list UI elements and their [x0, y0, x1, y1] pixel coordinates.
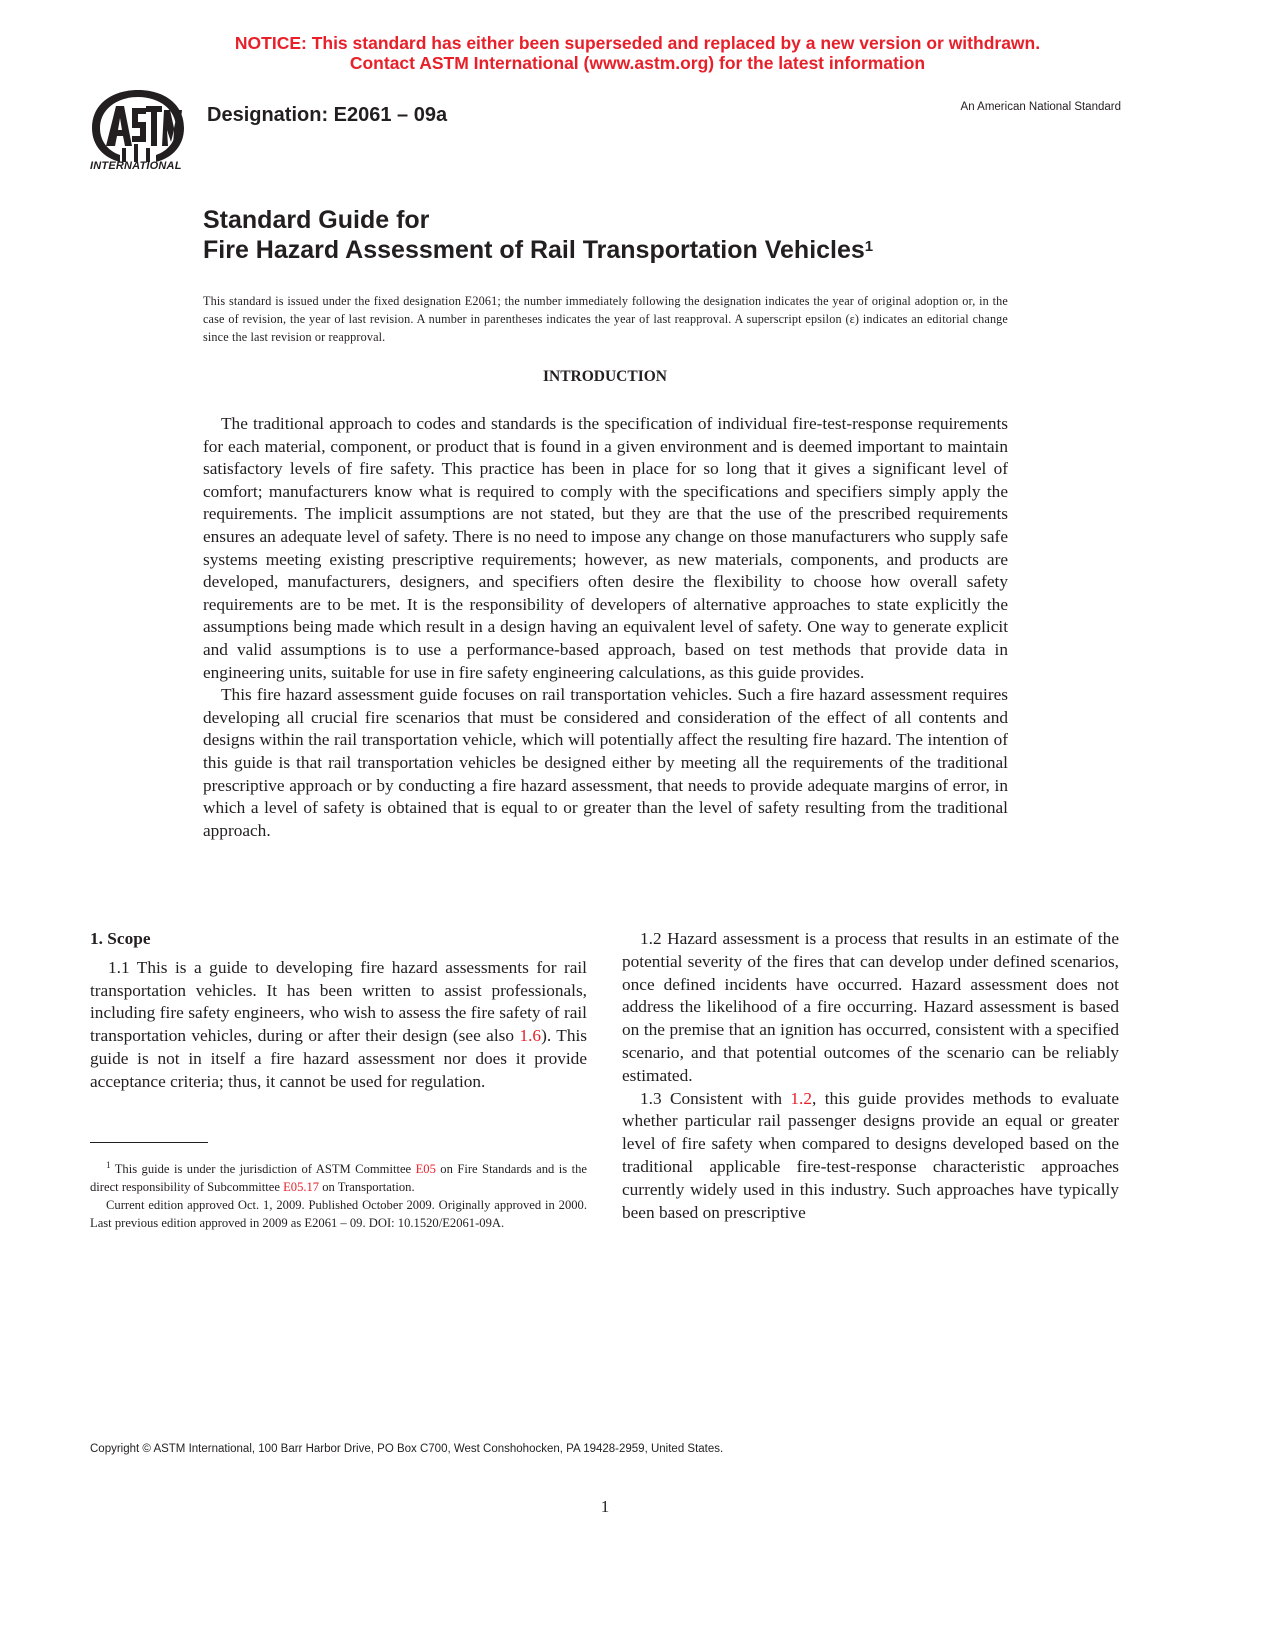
title-line-1: Standard Guide for	[203, 206, 430, 234]
withdrawal-notice	[0, 33, 1275, 73]
issued-note: This standard is issued under the fixed designation E2061; the number immediately following the designation indicates the year of original adoption or, in the case of revision, the year of last revision. A number in parentheses indicates the year of last reapproval. A superscript epsilon (ε) indicates an editorial change since the last revision or reapproval.	[203, 294, 1008, 344]
title-line-2	[203, 235, 873, 265]
notice-line-1: NOTICE: This standard has either been superseded and replaced by a new version or withdrawn.	[234, 33, 1041, 53]
link-section-1-2[interactable]: 1.2	[790, 1088, 813, 1108]
section-1-2: 1.2 Hazard assessment is a process that results in an estimate of the potential severity of the fires that can develop under defined scenarios, once defined incidents have occurred. Hazard assessment does not address the likelihood of a fire occurring. Hazard assessment is based on the premise that an ignition has occurred, consistent with a specified scenario, and that potential outcomes of the scenario can be reliably estimated.	[622, 929, 1119, 1085]
section-1-3	[622, 1088, 1119, 1225]
link-subcommittee-e05-17[interactable]: E05.17	[283, 1180, 320, 1195]
title-line-2-text: Fire Hazard Assessment of Rail Transportation Vehicles	[203, 236, 865, 264]
footnote-edition: Current edition approved Oct. 1, 2009. Published October 2009. Originally approved in 2000. Last previous edition approved in 2009 as E2061 – 09. DOI: 10.1520/E2061-09A.	[90, 1198, 587, 1231]
introduction-heading: INTRODUCTION	[542, 368, 667, 385]
scope-heading: 1. Scope	[90, 929, 151, 948]
designation: Designation: E2061 – 09a	[207, 104, 448, 126]
document-title	[203, 205, 873, 265]
footnote-1-text-b: on Fire Standards and is the direct responsibility of Subcommittee	[90, 1162, 587, 1195]
title-footnote-mark: 1	[864, 238, 874, 255]
introduction-paragraph-2: This fire hazard assessment guide focuses on rail transportation vehicles. Such a fire hazard assessment requires developing all crucial fire scenarios that must be considered and consideration of the effect of all contents and designs within the rail transportation vehicle, which will potentially affect the resulting fire hazard. The intention of this guide is that rail transportation vehicles be designed either by meeting all the requirements of the traditional prescriptive approach or by conducting a fire hazard assessment, that needs to provide adequate margins of error, in which a level of safety is obtained that is equal to or greater than the level of safety resulting from the traditional approach.	[203, 685, 1008, 840]
footnote-1	[90, 1156, 587, 1196]
page-number: 1	[600, 1497, 610, 1516]
section-1-3-text-a: 1.3 Consistent with	[640, 1088, 791, 1108]
introduction-paragraph-1: The traditional approach to codes and standards is the specification of individual fire-test-response requirements for each material, component, or product that is found in a given environment and is deemed important to maintain satisfactory levels of fire safety. This practice has been in place for so long that it gives a significant level of comfort; manufacturers know what is required to comply with the specifications and specifiers simply apply the requirements. The implicit assumptions are not stated, but they are that the use of the prescribed requirements ensures an adequate level of safety. There is no need to impose any change on those manufacturers who supply safe systems meeting existing prescriptive requirements; however, as new materials, components, and products are developed, manufacturers, designers, and specifiers often desire the flexibility to choose how overall safety requirements are to be met. It is the responsibility of developers of alternative approaches to state explicitly the assumptions being made which result in a design having an equivalent level of safety. One way to generate explicit and valid assumptions is to use a performance-based approach, based on test methods that provide data in engineering units, suitable for use in fire safety engineering calculations, as this guide provides.	[203, 414, 1008, 682]
section-1-1	[90, 957, 587, 1094]
link-committee-e05[interactable]: E05	[415, 1162, 436, 1177]
notice-line-2: Contact ASTM International (www.astm.org) for the latest information	[349, 53, 926, 73]
footnote-1-text-c: on Transportation.	[319, 1180, 415, 1195]
logo-wordmark: INTERNATIONAL	[90, 160, 182, 172]
american-national-standard-label: An American National Standard	[960, 101, 1121, 113]
introduction-text	[203, 413, 1008, 842]
section-1-1-text-b: ). This guide is not in itself a fire hazard assessment nor does it provide acceptance criteria; thus, it cannot be used for regulation.	[90, 1026, 588, 1091]
section-1-1-text-a: 1.1 This is a guide to developing fire hazard assessments for rail transportation vehicles. It has been written to assist professionals, including fire safety engineers, who wish to assess the fire safety of rail transportation vehicles, during or after their design (see also	[90, 957, 587, 1046]
copyright-footer: Copyright © ASTM International, 100 Barr Harbor Drive, PO Box C700, West Conshohocken, PA 19428-2959, United States.	[90, 1443, 724, 1455]
left-column	[90, 928, 587, 1094]
footnotes	[90, 1156, 587, 1232]
right-column	[622, 928, 1119, 1224]
footnote-divider	[90, 1142, 208, 1143]
footnote-1-text-a: This guide is under the jurisdiction of ASTM Committee	[110, 1162, 416, 1177]
section-1-3-text-b: , this guide provides methods to evaluate whether particular rail passenger designs provide an equal or greater level of fire safety when compared to designs developed based on the traditional applicable fire-test-response characteristic approaches currently widely used in this industry. Such approaches have typically been based on prescriptive	[622, 1088, 1119, 1222]
link-section-1-6[interactable]: 1.6	[519, 1026, 542, 1046]
footnote-mark: 1	[106, 1160, 111, 1170]
